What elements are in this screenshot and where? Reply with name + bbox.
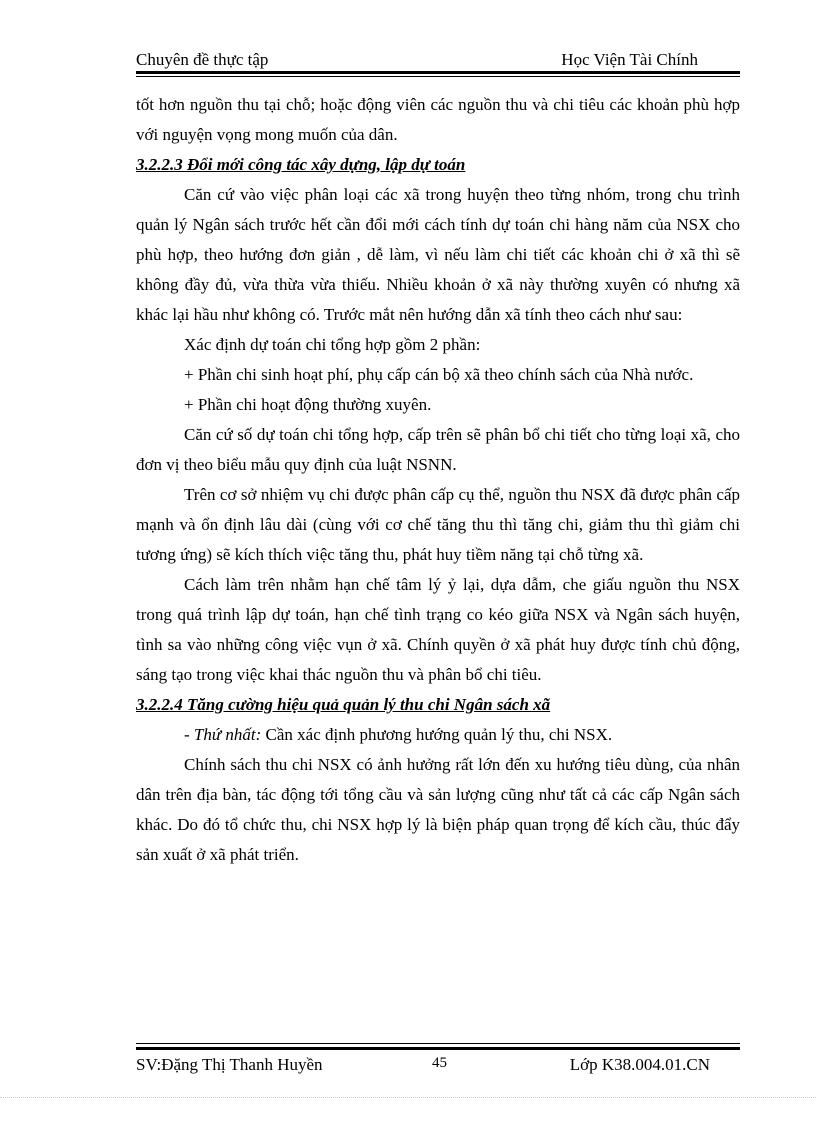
header-rule-thick [136,71,740,74]
first-point-label: - Thứ nhất: [184,725,262,744]
page-number: 45 [432,1055,447,1071]
footer-rule-thick [136,1047,740,1050]
paragraph-first-point [136,720,740,750]
paragraph: Xác định dự toán chi tổng hợp gồm 2 phần: [184,335,481,354]
header-rule-thin [136,76,740,77]
paragraph: Căn cứ số dự toán chi tổng hợp, cấp trên sẽ phân bổ chi tiết cho từng loại xã, cho đơn vị theo biểu mẫu quy định của luật NSNN. [136,425,740,474]
first-point-text: Cần xác định phương hướng quản lý thu, chi NSX. [265,725,613,744]
document-body [136,90,740,870]
paragraph: Cách làm trên nhằm hạn chế tâm lý ỷ lại, dựa dẫm, che giấu nguồn thu NSX trong quá trình lập dự toán, hạn chế tình trạng co kéo giữa NSX và Ngân sách huyện, tình sa vào những công việc vụn ở xã. Chính quyền ở xã phát huy được tính chủ động, sáng tạo trong việc khai thác nguồn thu và phân bổ chi tiêu. [136,575,740,684]
paragraph-continuation: tốt hơn nguồn thu tại chỗ; hoặc động viên các nguồn thu và chi tiêu các khoản phù hợp với nguyện vọng mong muốn của dân. [136,95,740,144]
header-institution: Học Viện Tài Chính [561,50,698,69]
list-item: + Phần chi hoạt động thường xuyên. [184,395,432,414]
list-item: + Phần chi sinh hoạt phí, phụ cấp cán bộ xã theo chính sách của Nhà nước. [184,365,694,384]
footer-rule-thin [136,1043,740,1044]
section-heading-3-2-2-3: 3.2.2.3 Đổi mới công tác xây dựng, lập dự toán [136,155,466,174]
header-course-title: Chuyên đề thực tập [136,50,269,69]
footer-student-name: SV:Đặng Thị Thanh Huyền [136,1055,323,1074]
paragraph: Trên cơ sở nhiệm vụ chi được phân cấp cụ thể, nguồn thu NSX đã được phân cấp mạnh và ổn định lâu dài (cùng với cơ chế tăng thu thì tăng chi, giảm thu thì giảm chi tương ứng) sẽ kích thích việc tăng thu, phát huy tiềm năng tại chỗ từng xã. [136,485,740,564]
page-edge-divider [0,1097,816,1098]
paragraph: Chính sách thu chi NSX có ảnh hưởng rất lớn đến xu hướng tiêu dùng, của nhân dân trên địa bàn, tác động tới tổng cầu và sản lượng cũng như tất cả các cấp Ngân sách khác. Do đó tổ chức thu, chi NSX hợp lý là biện pháp quan trọng để kích cầu, thúc đẩy sản xuất ở xã phát triển. [136,755,740,864]
footer-class-code: Lớp K38.004.01.CN [569,1055,710,1074]
section-heading-3-2-2-4: 3.2.2.4 Tăng cường hiệu quả quản lý thu chi Ngân sách xã [136,695,551,714]
paragraph: Căn cứ vào việc phân loại các xã trong huyện theo từng nhóm, trong chu trình quản lý Ngân sách trước hết cần đổi mới cách tính dự toán chi hàng năm của NSX cho phù hợp, theo hướng đơn giản , dễ làm, vì nếu làm chi tiết các khoản chi ở xã thì sẽ không đầy đủ, vừa thừa vừa thiếu. Nhiều khoản ở xã này thường xuyên có nhưng xã khác lại hầu như không có. Trước mắt nên hướng dẫn xã tính theo cách như sau: [136,185,740,324]
